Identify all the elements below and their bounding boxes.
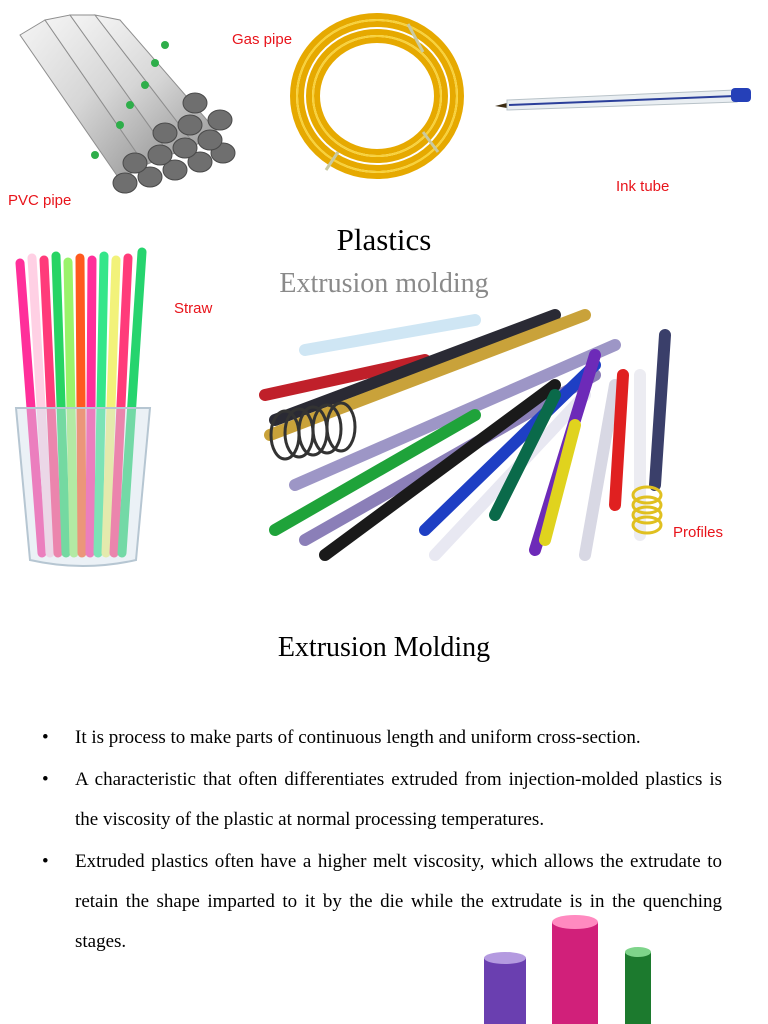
- bullet-text: Extruded plastics often have a higher melt viscosity, which allows the extrudate to retain the shape imparted to it by the die while the extrudate is in the quenching stages.: [75, 851, 722, 952]
- straw-image: [10, 248, 158, 570]
- bullet-item: [42, 760, 722, 840]
- pvc-pipe-image: [15, 15, 245, 205]
- profiles-image: [255, 305, 685, 570]
- bullet-item: [42, 718, 722, 758]
- ink-tube-image: [495, 86, 753, 116]
- colored-tubes-image: [470, 912, 740, 1024]
- gas-pipe-label: Gas pipe: [232, 31, 293, 48]
- slide-subtitle: Extrusion molding: [279, 268, 489, 299]
- profiles-label: Profiles: [673, 524, 724, 541]
- gas-pipe-image: [288, 12, 466, 180]
- pvc-pipe-label: PVC pipe: [8, 192, 72, 209]
- bullet-dot: •: [42, 851, 49, 872]
- straw-label: Straw: [174, 300, 213, 317]
- bullet-text: A characteristic that often differentiates extruded from injection-molded plastics is the viscosity of the plastic at normal processing temperatures.: [75, 769, 722, 830]
- bullet-dot: •: [42, 727, 49, 748]
- bullet-text: It is process to make parts of continuous length and uniform cross-section.: [75, 727, 641, 748]
- ink-tube-label: Ink tube: [616, 178, 670, 195]
- bullet-dot: •: [42, 769, 49, 790]
- slide-title: Plastics: [336, 222, 432, 257]
- section-heading: Extrusion Molding: [277, 632, 491, 663]
